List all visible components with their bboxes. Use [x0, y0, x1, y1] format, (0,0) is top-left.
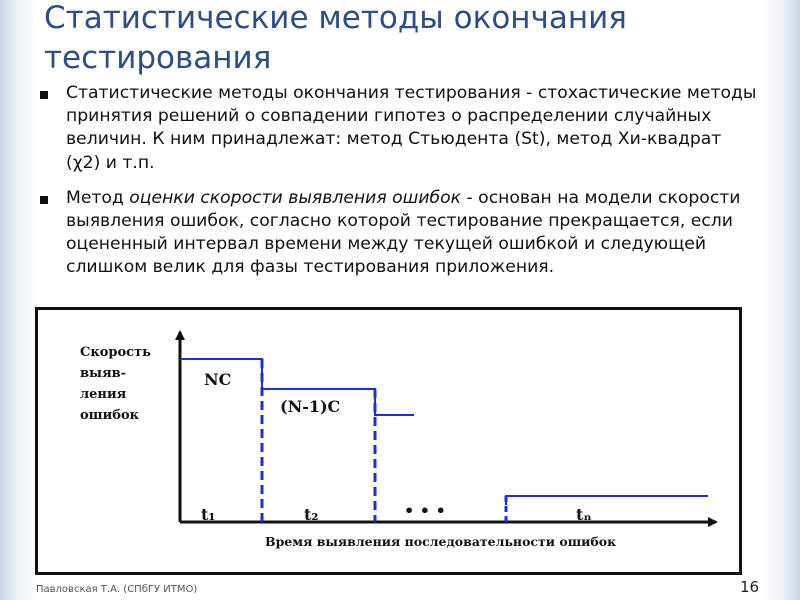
error-rate-figure [35, 307, 742, 575]
y-axis-label-line: ошибок [80, 408, 140, 423]
bullet-text-emphasis: оценки скорости выявления ошибок [129, 187, 462, 208]
interval-label: t₁ [201, 505, 216, 524]
interval-label: t₂ [304, 505, 319, 524]
y-axis-label-line: Скорость [80, 345, 151, 360]
y-axis-label-line: ления [80, 387, 127, 402]
bullet-list [38, 82, 760, 280]
bullet-marker-icon [40, 91, 48, 99]
step-label: (N-1)C [280, 397, 341, 416]
footer-author: Павловская Т.А. (СПбГУ ИТМО) [36, 584, 198, 595]
ellipsis: • • • [404, 501, 446, 520]
y-axis-label-line: выяв- [80, 366, 127, 381]
bullet-marker-icon [40, 196, 48, 204]
bullet-text: Статистические методы окончания тестирования - стохастические методы принятия решений о совпадении гипотез о распределении случайных величин. К ним принадлежат: метод Стьюдента (St), метод Хи-квадрат (χ2) и т.п. [66, 83, 757, 173]
interval-label: tₙ [576, 505, 592, 524]
error-rate-diagram [38, 310, 739, 572]
bullet-item [38, 82, 760, 175]
page-number: 16 [740, 578, 760, 596]
bullet-item [38, 187, 760, 280]
x-axis-label: Время выявления последовательности ошибок [265, 534, 617, 549]
bullet-text-suffix: - основан на модели скорости выявления ошибок, согласно которой тестирование прекращается, если оцененный интервал времени между текущей ошибкой и следующей слишком велик для фазы тестирования приложения. [66, 187, 741, 278]
bullet-text-prefix: Метод [66, 187, 130, 208]
step-level-last [506, 496, 708, 505]
step-label: NC [204, 370, 232, 389]
slide-title: Статистические методы окончания тестирования [44, 0, 627, 76]
